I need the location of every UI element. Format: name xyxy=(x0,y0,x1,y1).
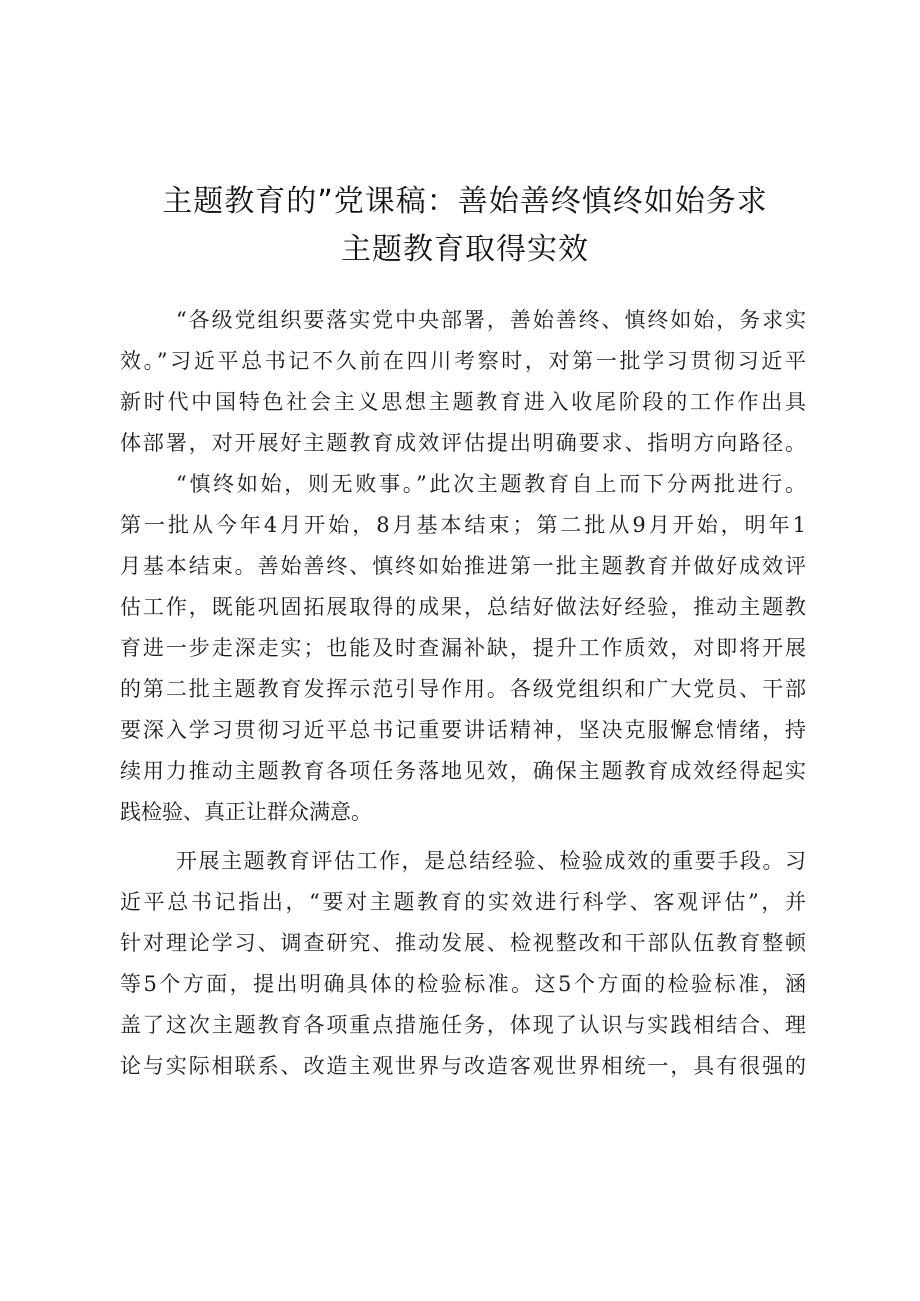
paragraph-line: “慎终如始，则无败事。”此次主题教育自上而下分两批进行。 xyxy=(176,472,806,496)
paragraph-2 xyxy=(120,464,806,833)
paragraph-line: 新时代中国特色社会主义思想主题教育进入收尾阶段的工作作出具 xyxy=(120,390,806,414)
paragraph-line: 针对理论学习、调查研究、推动发展、检视整改和干部队伍教育整顿 xyxy=(120,931,806,955)
title-line-2: 主题教育取得实效 xyxy=(341,232,589,267)
paragraph-line: 效。”习近平总书记不久前在四川考察时，对第一批学习贯彻习近平 xyxy=(120,349,806,373)
paragraph-3 xyxy=(120,841,806,1087)
paragraph-line: 第一批从今年4月开始，8月基本结束；第二批从9月开始，明年1 xyxy=(120,513,806,537)
paragraph-line: 要深入学习贯彻习近平总书记重要讲话精神，坚决克服懈怠情绪，持 xyxy=(120,718,806,742)
paragraph-line: 开展主题教育评估工作，是总结经验、检验成效的重要手段。习 xyxy=(176,849,806,873)
paragraph-line: 践检验、真正让群众满意。 xyxy=(120,800,372,824)
paragraph-line: 盖了这次主题教育各项重点措施任务，体现了认识与实践相结合、理 xyxy=(120,1013,806,1037)
title-line-1: 主题教育的”党课稿：善始善终慎终如始务求 xyxy=(162,184,768,219)
paragraph-line: 体部署，对开展好主题教育成效评估提出明确要求、指明方向路径。 xyxy=(120,431,806,455)
paragraph-line: 的第二批主题教育发挥示范引导作用。各级党组织和广大党员、干部 xyxy=(120,677,806,701)
paragraph-line: 估工作，既能巩固拓展取得的成果，总结好做法好经验，推动主题教 xyxy=(120,595,806,619)
paragraph-line: 育进一步走深走实；也能及时查漏补缺，提升工作质效，对即将开展 xyxy=(120,636,806,660)
paragraph-line: 续用力推动主题教育各项任务落地见效，确保主题教育成效经得起实 xyxy=(120,759,806,783)
document-body xyxy=(120,300,806,1087)
paragraph-1 xyxy=(120,300,806,464)
paragraph-line: 月基本结束。善始善终、慎终如始推进第一批主题教育并做好成效评 xyxy=(120,554,806,578)
paragraph-line: 等5个方面，提出明确具体的检验标准。这5个方面的检验标准，涵 xyxy=(120,972,806,996)
paragraph-line: “各级党组织要落实党中央部署，善始善终、慎终如始，务求实 xyxy=(176,308,806,332)
paragraph-line: 近平总书记指出，“要对主题教育的实效进行科学、客观评估”，并 xyxy=(120,890,806,914)
paragraph-line: 论与实际相联系、改造主观世界与改造客观世界相统一，具有很强的 xyxy=(120,1054,806,1078)
document-title xyxy=(120,178,810,274)
